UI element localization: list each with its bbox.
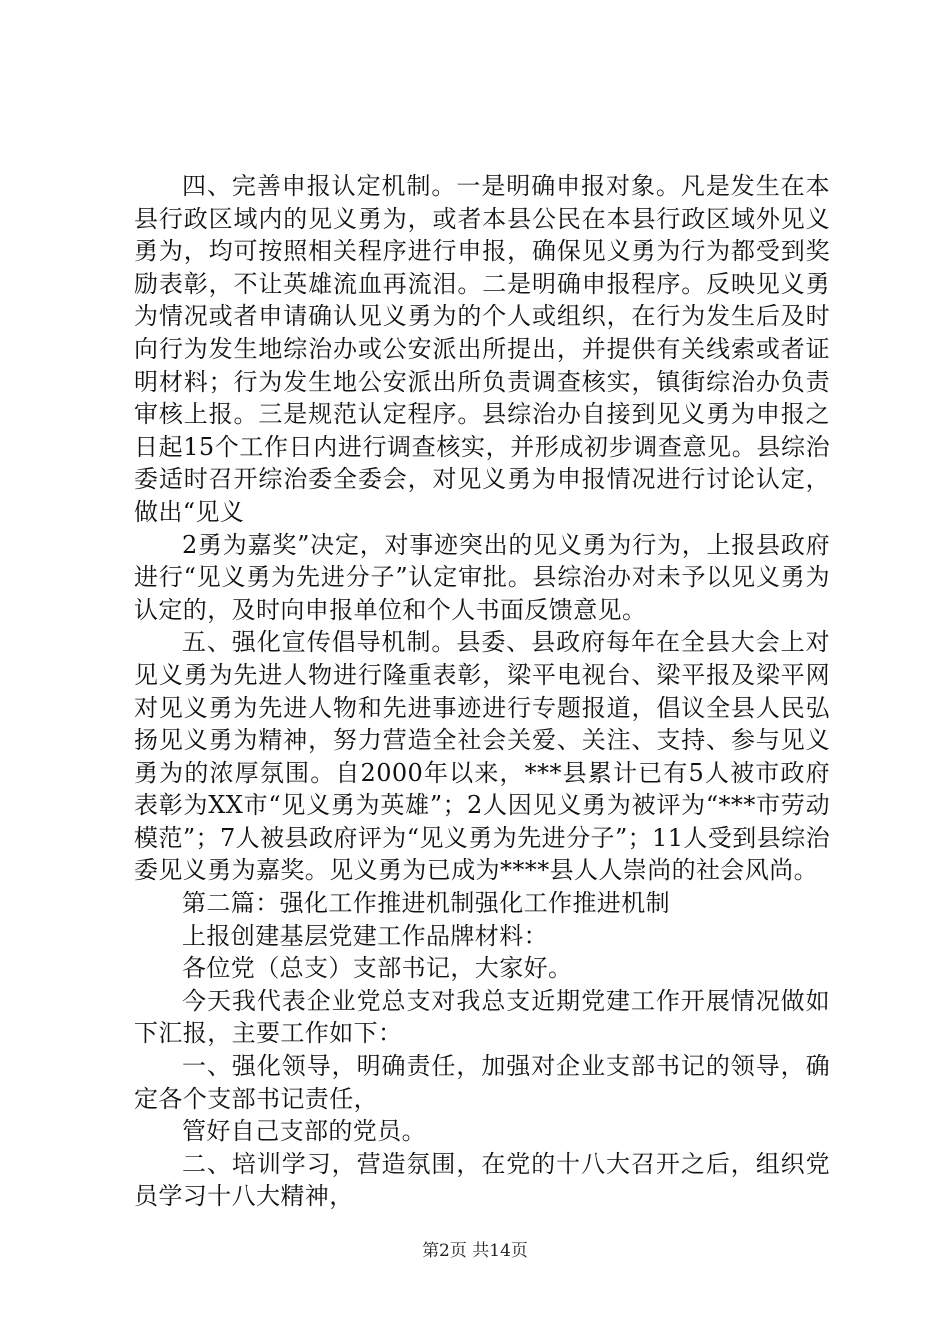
- document-body: [134, 170, 830, 1213]
- paragraph-3: 五、强化宣传倡导机制。县委、县政府每年在全县大会上对见义勇为先进人物进行隆重表彰，梁平电视台、梁平报及梁平网对见义勇为先进人物和先进事迹进行专题报道，倡议全县人民弘扬见义勇为精神，努力营造全社会关爱、关注、支持、参与见义勇为的浓厚氛围。自2000年以来，***县累计已有5人被市政府表彰为XX市“见义勇为英雄”；2人因见义勇为被评为“***市劳动模范”；7人被县政府评为“见义勇为先进分子”；11人受到县综治委见义勇为嘉奖。见义勇为已成为****县人人崇尚的社会风尚。: [134, 628, 830, 885]
- paragraph-5: 上报创建基层党建工作品牌材料：: [182, 921, 548, 950]
- paragraph-2: 2勇为嘉奖”决定，对事迹突出的见义勇为行为，上报县政府进行“见义勇为先进分子”认定审批。县综治办对未予以见义勇为认定的，及时向申报单位和个人书面反馈意见。: [134, 530, 830, 624]
- paragraph-1: 四、完善申报认定机制。一是明确申报对象。凡是发生在本县行政区域内的见义勇为，或者本县公民在本县行政区域外见义勇为，均可按照相关程序进行申报，确保见义勇为行为都受到奖励表彰，不让英雄流血再流泪。二是明确申报程序。反映见义勇为情况或者申请确认见义勇为的个人或组织，在行为发生后及时向行为发生地综治办或公安派出所提出，并提供有关线索或者证明材料；行为发生地公安派出所负责调查核实，镇街综治办负责审核上报。三是规范认定程序。县综治办自接到见义勇为申报之日起15个工作日内进行调查核实，并形成初步调查意见。县综治委适时召开综治委全委会，对见义勇为申报情况进行讨论认定，做出“见义: [134, 172, 830, 526]
- paragraph-6: 各位党（总支）支部书记，大家好。: [182, 954, 573, 983]
- paragraph-10: 二、培训学习，营造氛围，在党的十八大召开之后，组织党员学习十八大精神，: [134, 1149, 830, 1211]
- paragraph-8: 一、强化领导，明确责任，加强对企业支部书记的领导，确定各个支部书记责任，: [134, 1052, 830, 1113]
- page-footer: [0, 1240, 950, 1262]
- paragraph-7: 今天我代表企业党总支对我总支近期党建工作开展情况做如下汇报，主要工作如下：: [134, 986, 830, 1048]
- paragraph-4: 第二篇：强化工作推进机制强化工作推进机制: [182, 889, 670, 918]
- paragraph-9: 管好自己支部的党员。: [182, 1117, 426, 1146]
- page-number: 第2页 共14页: [422, 1241, 528, 1261]
